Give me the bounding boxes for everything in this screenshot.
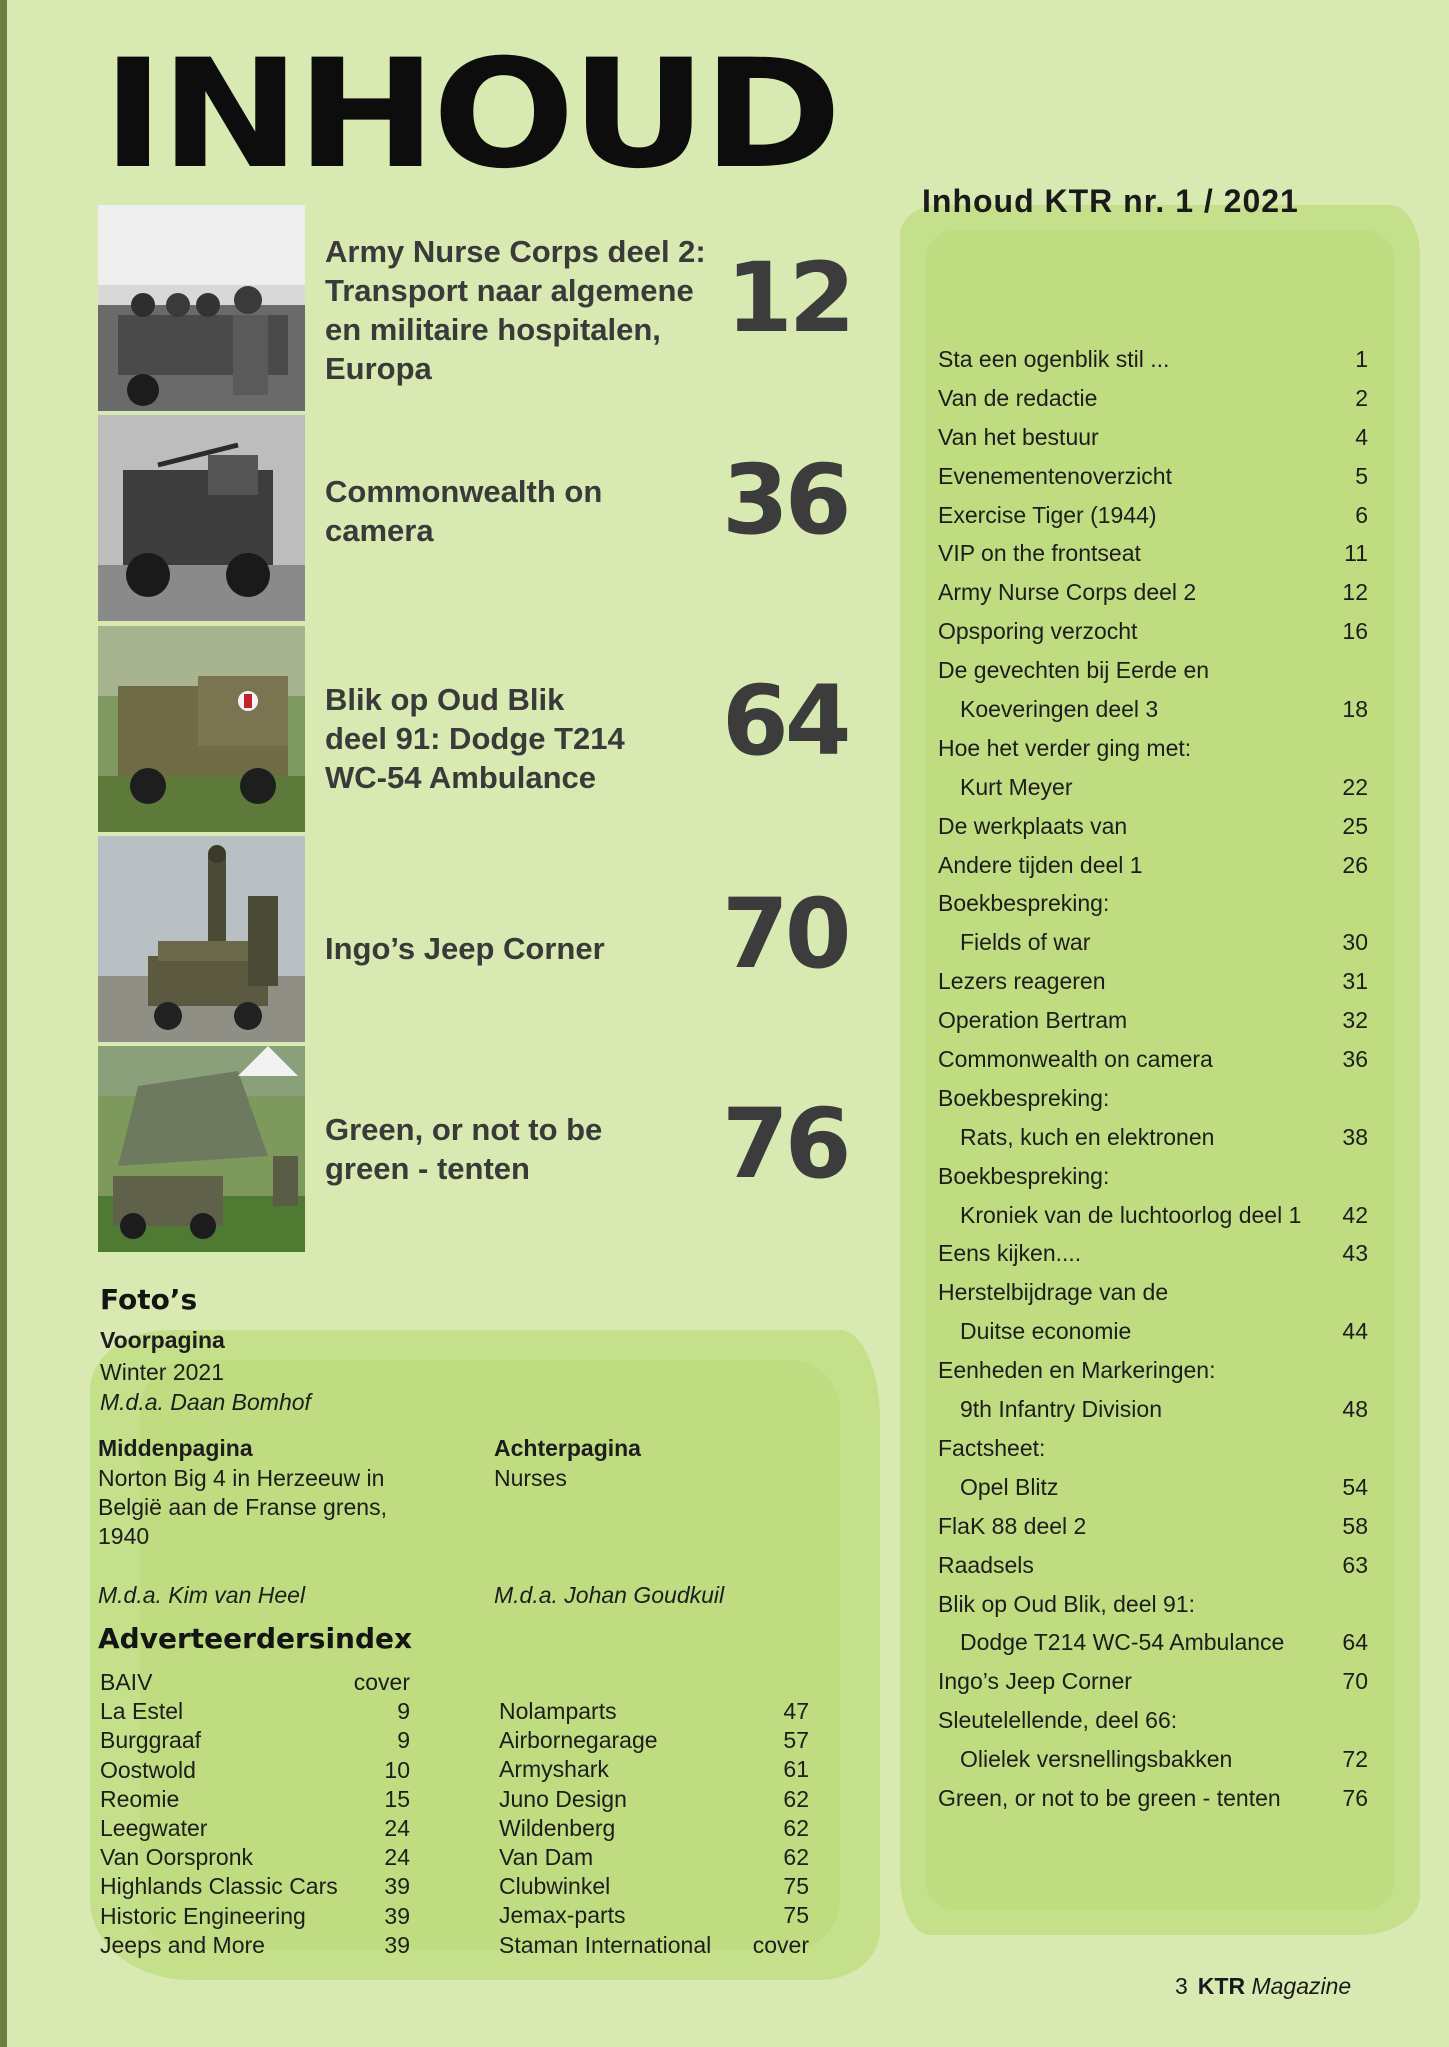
toc-entry-title: Eens kijken....: [938, 1240, 1082, 1267]
toc-entry-page: 26: [1342, 851, 1368, 878]
toc-entry[interactable]: [938, 1351, 1368, 1390]
toc-heading: Inhoud KTR nr. 1 / 2021: [922, 183, 1299, 219]
advertiser-page: 62: [783, 1843, 809, 1870]
advertiser-entry: [100, 1931, 410, 1960]
toc-entry[interactable]: [938, 1507, 1368, 1546]
toc-entry-title: Evenementenoverzicht: [938, 462, 1172, 489]
feature-page-number-5: 76: [722, 1088, 848, 1200]
middle-page-line-3: 1940: [98, 1523, 150, 1549]
toc-entry-title: Raadsels: [938, 1551, 1034, 1578]
toc-entry-page: 5: [1355, 462, 1368, 489]
toc-entry-page: 32: [1342, 1007, 1368, 1034]
toc-entry-title: Hoe het verder ging met:: [938, 734, 1192, 761]
advertiser-page: cover: [752, 1931, 809, 1958]
toc-entry-page: 16: [1342, 618, 1368, 645]
advertiser-page: 62: [783, 1814, 809, 1841]
feature-photo-nurses[interactable]: [98, 205, 305, 411]
feature-page-number-2: 36: [722, 444, 848, 556]
toc-entry[interactable]: [938, 418, 1368, 457]
advertisers-list-left: [100, 1668, 410, 1960]
advertiser-entry: [499, 1901, 809, 1930]
toc-entry-page: 22: [1342, 773, 1368, 800]
toc-entry[interactable]: [938, 379, 1368, 418]
toc-entry[interactable]: [938, 923, 1368, 962]
toc-entry-title: De werkplaats van: [938, 812, 1128, 839]
page-number: 3: [1175, 1973, 1188, 1999]
toc-entry-title: Blik op Oud Blik, deel 91:: [938, 1590, 1195, 1617]
toc-entry-title: Opsporing verzocht: [938, 618, 1138, 645]
middle-page-credit: M.d.a. Kim van Heel: [98, 1582, 306, 1608]
advertiser-name: Armyshark: [499, 1756, 609, 1783]
toc-entry-title: Boekbespreking:: [938, 1084, 1110, 1111]
feature-title-3[interactable]: Blik op Oud Blik deel 91: Dodge T214 WC-54 Ambulance: [325, 682, 625, 795]
advertiser-name: Historic Engineering: [100, 1902, 306, 1929]
advertiser-entry: [100, 1872, 410, 1901]
toc-entry[interactable]: [938, 1196, 1368, 1235]
toc-entry-page: 58: [1342, 1512, 1368, 1539]
advertiser-name: Wildenberg: [499, 1814, 616, 1841]
toc-entry-page: 6: [1355, 501, 1368, 528]
toc-entry[interactable]: [938, 846, 1368, 885]
front-page-label: Voorpagina: [100, 1327, 225, 1353]
toc-entry-title: Boekbespreking:: [938, 890, 1110, 917]
advertiser-page: 57: [783, 1727, 809, 1754]
advertisers-heading: Adverteerdersindex: [98, 1622, 413, 1655]
advertiser-name: Reomie: [100, 1785, 180, 1812]
toc-entry-title: VIP on the frontseat: [938, 540, 1141, 567]
feature-title-5[interactable]: Green, or not to be green - tenten: [325, 1112, 603, 1186]
toc-entry[interactable]: [938, 534, 1368, 573]
toc-entry-title: Dodge T214 WC-54 Ambulance: [960, 1629, 1285, 1656]
feature-photo-jeep[interactable]: [98, 836, 305, 1042]
toc-entry-title: Van de redactie: [938, 384, 1098, 411]
feature-photo-tents[interactable]: [98, 1046, 305, 1252]
advertiser-entry: [100, 1726, 410, 1755]
advertiser-page: 24: [384, 1814, 410, 1841]
advertiser-page: 62: [783, 1785, 809, 1812]
advertiser-name: Van Dam: [499, 1843, 594, 1870]
advertiser-name: Staman International: [499, 1931, 712, 1958]
toc-entry[interactable]: [938, 1118, 1368, 1157]
toc-entry-title: Sleutelellende, deel 66:: [938, 1707, 1178, 1734]
toc-entry-page: 42: [1342, 1201, 1368, 1228]
advertiser-name: Highlands Classic Cars: [100, 1873, 338, 1900]
toc-entry-page: 11: [1344, 540, 1368, 567]
advertiser-entry: [100, 1697, 410, 1726]
toc-entry-title: Boekbespreking:: [938, 1162, 1110, 1189]
toc-entry-page: 44: [1342, 1318, 1368, 1345]
advertiser-name: Jeeps and More: [100, 1931, 265, 1958]
toc-entry[interactable]: [938, 729, 1368, 768]
toc-entry-title: Ingo’s Jeep Corner: [938, 1668, 1132, 1695]
toc-entry[interactable]: [938, 651, 1368, 690]
advertiser-entry: [499, 1814, 809, 1843]
advertiser-page: 39: [384, 1902, 410, 1929]
advertiser-entry: [100, 1785, 410, 1814]
toc-entry-page: 76: [1342, 1784, 1368, 1811]
toc-entry[interactable]: [938, 1740, 1368, 1779]
feature-page-number-4: 70: [722, 878, 848, 990]
advertiser-page: 61: [783, 1756, 809, 1783]
toc-entry[interactable]: [938, 1429, 1368, 1468]
toc-entry-title: Andere tijden deel 1: [938, 851, 1143, 878]
advertiser-name: Van Oorspronk: [100, 1844, 253, 1871]
photos-heading: Foto’s: [100, 1283, 198, 1316]
advertiser-page: cover: [353, 1669, 410, 1695]
toc-entry[interactable]: [938, 1662, 1368, 1701]
advertiser-page: 75: [783, 1873, 809, 1900]
toc-entry-title: Green, or not to be green - tenten: [938, 1784, 1281, 1811]
toc-entry[interactable]: [938, 340, 1368, 379]
advertiser-page: 9: [397, 1698, 410, 1725]
toc-entry[interactable]: [938, 1273, 1368, 1312]
advertiser-page: 9: [397, 1727, 410, 1754]
advertiser-name: Clubwinkel: [499, 1873, 611, 1900]
toc-entry[interactable]: [938, 496, 1368, 535]
toc-entry-page: 2: [1355, 384, 1368, 411]
feature-title-4[interactable]: Ingo’s Jeep Corner: [325, 931, 605, 966]
toc-entry-title: Kurt Meyer: [960, 773, 1073, 800]
advertiser-page: 47: [783, 1698, 809, 1724]
page-footer: [1175, 1973, 1351, 2000]
toc-entry-page: 54: [1342, 1473, 1368, 1500]
middle-page-label: Middenpagina: [98, 1435, 253, 1461]
feature-photo-dodge-ambulance[interactable]: [98, 626, 305, 832]
advertiser-page: 39: [384, 1931, 410, 1958]
feature-title-1[interactable]: Army Nurse Corps deel 2: Transport naar algemene en militaire hospitalen, Europa: [325, 234, 706, 386]
toc-entry-title: Rats, kuch en elektronen: [960, 1123, 1215, 1150]
toc-entry-title: Army Nurse Corps deel 2: [938, 579, 1197, 606]
toc-entry-title: Fields of war: [960, 929, 1091, 956]
page-title: INHOUD: [102, 28, 838, 202]
toc-entry-page: 72: [1342, 1746, 1368, 1773]
advertiser-page: 24: [384, 1844, 410, 1871]
advertiser-name: Airbornegarage: [499, 1727, 658, 1754]
middle-page-line-2: België aan de Franse grens,: [98, 1494, 387, 1520]
toc-entry-title: Lezers reageren: [938, 968, 1106, 995]
toc-entry-page: 18: [1342, 696, 1368, 723]
toc-entry-page: 4: [1355, 423, 1368, 450]
advertiser-page: 10: [384, 1756, 410, 1783]
toc-entry-page: 12: [1342, 579, 1368, 606]
advertiser-entry: [100, 1814, 410, 1843]
toc-entry-title: Olielek versnellingsbakken: [960, 1746, 1233, 1773]
left-edge-bar: [0, 0, 7, 2047]
back-page-credit: M.d.a. Johan Goudkuil: [494, 1582, 725, 1608]
toc-entry-page: 36: [1342, 1046, 1368, 1073]
feature-photo-commonwealth[interactable]: [98, 415, 305, 621]
toc-entry-title: Opel Blitz: [960, 1473, 1059, 1500]
footer-brand: KTR: [1197, 1973, 1246, 1999]
toc-entry-page: 63: [1342, 1551, 1368, 1578]
toc-entry-page: 43: [1342, 1240, 1368, 1267]
advertiser-page: 75: [783, 1902, 809, 1929]
toc-entry[interactable]: [938, 1468, 1368, 1507]
toc-entry-title: Commonwealth on camera: [938, 1046, 1213, 1073]
toc-entry-page: 31: [1342, 968, 1368, 995]
back-page-label: Achterpagina: [494, 1435, 641, 1461]
toc-entry-page: 1: [1355, 346, 1368, 372]
toc-entry[interactable]: [938, 768, 1368, 807]
toc-entry[interactable]: [938, 1079, 1368, 1118]
advertiser-entry: [100, 1843, 410, 1872]
advertiser-name: BAIV: [100, 1669, 153, 1695]
footer-magazine: Magazine: [1251, 1973, 1352, 1999]
toc-entry[interactable]: [938, 1546, 1368, 1585]
toc-entry-title: Kroniek van de luchtoorlog deel 1: [960, 1201, 1302, 1228]
advertiser-name: La Estel: [100, 1698, 184, 1725]
advertiser-name: Nolamparts: [499, 1698, 617, 1724]
advertiser-name: Jemax-parts: [499, 1902, 626, 1929]
toc-entry-title: Eenheden en Markeringen:: [938, 1357, 1216, 1384]
advertiser-name: Juno Design: [499, 1785, 627, 1812]
advertiser-name: Burggraaf: [100, 1727, 202, 1754]
toc-entry[interactable]: [938, 1701, 1368, 1740]
toc-entry[interactable]: [938, 1623, 1368, 1662]
advertiser-entry: [499, 1843, 809, 1872]
advertiser-page: 39: [384, 1873, 410, 1900]
advertiser-entry: [499, 1726, 809, 1755]
toc-entry[interactable]: [938, 884, 1368, 923]
advertiser-entry: [499, 1785, 809, 1814]
toc-entry[interactable]: [938, 1779, 1368, 1818]
advertiser-page: 15: [384, 1785, 410, 1812]
advertiser-entry: [499, 1931, 809, 1960]
advertiser-entry: [100, 1668, 410, 1697]
advertiser-entry: [100, 1902, 410, 1931]
toc-entry[interactable]: [938, 612, 1368, 651]
toc-entry[interactable]: [938, 807, 1368, 846]
toc-entry-title: Factsheet:: [938, 1434, 1046, 1461]
front-page-credit: M.d.a. Daan Bomhof: [100, 1389, 311, 1415]
back-page-text: Nurses: [494, 1465, 567, 1491]
toc-entry-title: 9th Infantry Division: [960, 1396, 1162, 1423]
toc-entry-page: 48: [1342, 1396, 1368, 1423]
toc-entry[interactable]: [938, 690, 1368, 729]
toc-entry[interactable]: [938, 1040, 1368, 1079]
toc-entry[interactable]: [938, 1312, 1368, 1351]
toc-entry[interactable]: [938, 573, 1368, 612]
toc-entry-page: 64: [1342, 1629, 1368, 1656]
toc-entry-title: Koeveringen deel 3: [960, 696, 1159, 723]
feature-title-2[interactable]: Commonwealth on camera: [325, 474, 603, 548]
toc-list: [938, 340, 1368, 1818]
toc-entry[interactable]: [938, 1390, 1368, 1429]
toc-entry-page: 25: [1342, 812, 1368, 839]
advertiser-entry: [499, 1755, 809, 1784]
advertiser-entry: [499, 1872, 809, 1901]
toc-entry-page: 38: [1342, 1123, 1368, 1150]
middle-page-line-1: Norton Big 4 in Herzeeuw in: [98, 1465, 385, 1491]
toc-entry[interactable]: [938, 1585, 1368, 1624]
feature-page-number-1: 12: [726, 242, 852, 354]
toc-entry-title: Exercise Tiger (1944): [938, 501, 1157, 528]
toc-entry-page: 30: [1342, 929, 1368, 956]
advertiser-name: Leegwater: [100, 1814, 208, 1841]
toc-entry-title: Duitse economie: [960, 1318, 1132, 1345]
toc-entry-page: 70: [1342, 1668, 1368, 1695]
toc-entry[interactable]: [938, 1001, 1368, 1040]
front-page-text: Winter 2021: [100, 1359, 225, 1385]
toc-entry[interactable]: [938, 1157, 1368, 1196]
toc-entry-title: FlaK 88 deel 2: [938, 1512, 1087, 1539]
advertiser-name: Oostwold: [100, 1756, 196, 1783]
advertiser-entry: [499, 1697, 809, 1726]
toc-entry[interactable]: [938, 962, 1368, 1001]
toc-entry[interactable]: [938, 1234, 1368, 1273]
advertisers-list-right: [499, 1697, 809, 1960]
toc-entry-title: Operation Bertram: [938, 1007, 1128, 1034]
toc-entry[interactable]: [938, 457, 1368, 496]
toc-entry-title: De gevechten bij Eerde en: [938, 657, 1210, 684]
toc-entry-title: Sta een ogenblik stil ...: [938, 346, 1170, 372]
feature-page-number-3: 64: [722, 665, 848, 777]
toc-entry-title: Van het bestuur: [938, 423, 1099, 450]
toc-entry-title: Herstelbijdrage van de: [938, 1279, 1169, 1306]
advertiser-entry: [100, 1756, 410, 1785]
